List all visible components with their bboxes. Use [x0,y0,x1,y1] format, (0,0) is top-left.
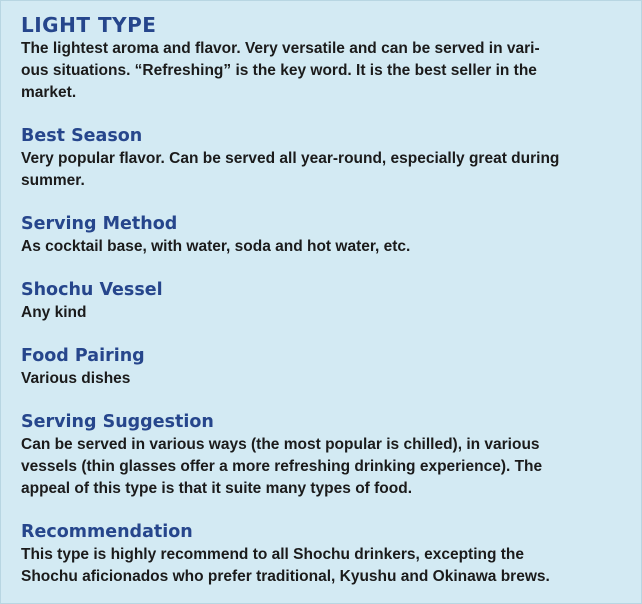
section-line: Shochu aficionados who prefer traditional, Kyushu and Okinawa brews. [21,568,550,585]
section-heading: Serving Method [21,214,178,234]
section-line: summer. [21,172,85,189]
section-heading: Shochu Vessel [21,280,163,300]
panel-content [21,12,626,588]
section-best-season [21,124,626,192]
section-line: vessels (thin glasses offer a more refreshing drinking experience). The [21,458,543,475]
section-serving-method [21,212,626,258]
section-line: Very popular flavor. Can be served all year-round, especially great during [21,150,560,167]
intro-text [21,38,626,104]
section-heading: Serving Suggestion [21,412,214,432]
section-food-pairing [21,344,626,390]
section-recommendation [21,520,626,588]
intro-line: market. [21,84,77,101]
intro-line: The lightest aroma and flavor. Very versatile and can be served in vari- [21,40,540,57]
section-line: Can be served in various ways (the most popular is chilled), in various [21,436,540,453]
section-heading: Best Season [21,126,143,146]
section-line: Any kind [21,304,87,321]
section-line: appeal of this type is that it suite many types of food. [21,480,412,497]
section-line: As cocktail base, with water, soda and hot water, etc. [21,238,411,255]
section-serving-suggestion [21,410,626,500]
page-title: LIGHT TYPE [21,13,157,37]
intro-line: ous situations. “Refreshing” is the key word. It is the best seller in the [21,62,537,79]
section-heading: Food Pairing [21,346,145,366]
section-line: This type is highly recommend to all Shochu drinkers, excepting the [21,546,524,563]
section-line: Various dishes [21,370,131,387]
section-heading: Recommendation [21,522,193,542]
section-shochu-vessel [21,278,626,324]
